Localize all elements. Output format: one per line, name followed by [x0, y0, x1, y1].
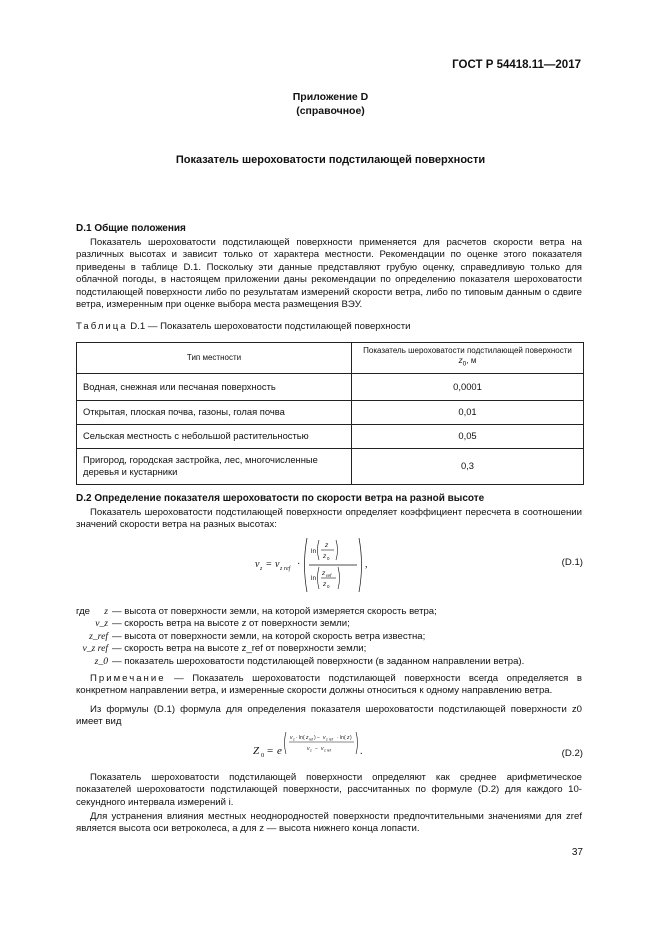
svg-text:0: 0 — [327, 556, 330, 561]
section-heading-d1: D.1 Общие положения — [76, 223, 186, 234]
definition-item — [76, 618, 524, 630]
svg-text:0: 0 — [261, 752, 265, 759]
svg-text:=: = — [267, 745, 274, 757]
svg-text:z: z — [310, 748, 312, 753]
svg-text:z ref: z ref — [324, 748, 331, 753]
definition-item — [76, 606, 524, 618]
definition-text: — скорость ветра на высоте z от поверхности земли; — [112, 618, 350, 630]
table-caption — [76, 321, 410, 333]
svg-text:z: z — [323, 581, 327, 588]
annex-title: Приложение D — [292, 91, 369, 103]
svg-text:v: v — [321, 746, 324, 752]
table-caption-word: Таблица — [76, 321, 128, 332]
table-header-roughness-text: Показатель шероховатости подстилающей поверхности — [363, 346, 572, 355]
svg-text:· ln(: · ln( — [337, 735, 346, 741]
note-paragraph — [76, 673, 582, 698]
svg-text:z: z — [306, 735, 309, 741]
definition-symbol: v_z — [95, 618, 108, 630]
svg-text:,: , — [365, 559, 368, 570]
formula-d1 — [255, 534, 375, 596]
svg-text:z: z — [322, 570, 326, 577]
definition-item — [76, 631, 524, 643]
definition-text: — высота от поверхности земли, на которой скорость ветра известна; — [112, 630, 426, 642]
document-title: Показатель шероховатости подстилающей поверхности — [175, 154, 486, 166]
svg-text:e: e — [277, 745, 282, 757]
page-number: 37 — [571, 847, 583, 858]
svg-text:z ref: z ref — [280, 566, 291, 572]
annex-heading — [0, 91, 661, 118]
definition-text: — высота от поверхности земли, на которой измеряется скорость ветра; — [112, 606, 437, 617]
equation-label-d2: (D.2) — [561, 748, 583, 759]
svg-text:0: 0 — [327, 584, 330, 589]
definition-prefix: где — [76, 606, 91, 617]
recommendation-paragraph: Для устранения влияния местных неоднородностей поверхности предпочтительными значениями для zref является высота оси ветроколеса, а для z — высота нижнего конца лопасти. — [76, 811, 582, 835]
svg-text:· ln(: · ln( — [296, 735, 305, 741]
equation-label-d1: (D.1) — [561, 557, 583, 568]
average-paragraph: Показатель шероховатости подстилающей поверхности определяют как среднее арифметическое показателей шероховатости подстилающей поверхности, рассчитанных по формуле (D.2) для каждого 10-секундного интервала измерений i. — [76, 772, 582, 808]
table-header-terrain: Тип местности — [77, 343, 352, 374]
svg-text:) −: ) − — [314, 735, 320, 741]
table-row — [77, 400, 584, 424]
svg-text:z ref: z ref — [326, 737, 333, 742]
definition-item — [76, 643, 524, 655]
section-heading-d2: D.2 Определение показателя шероховатости по скорости ветра на разной высоте — [76, 493, 485, 504]
definition-symbol: z_0 — [94, 655, 108, 667]
svg-text:·: · — [297, 559, 301, 570]
table-row — [77, 424, 584, 448]
svg-text:): ) — [350, 735, 352, 741]
formula-d2 — [253, 728, 388, 762]
svg-text:z: z — [260, 566, 263, 572]
table-cell-terrain: Водная, снежная или песчаная поверхность — [77, 373, 352, 400]
svg-text:v: v — [307, 746, 310, 752]
standard-number: ГОСТ Р 54418.11—2017 — [452, 59, 581, 71]
svg-text:=: = — [266, 559, 272, 570]
table-cell-value: 0,01 — [352, 400, 584, 424]
svg-text:Z: Z — [253, 745, 260, 757]
definition-symbol: z_ref — [89, 630, 108, 642]
note-word: Примечание — [90, 673, 166, 684]
table-header-symbol: z — [458, 356, 463, 366]
table-cell-value: 0,0001 — [352, 373, 584, 400]
definition-text: — показатель шероховатости подстилающей поверхности (в заданном направлении ветра). — [112, 655, 525, 667]
formula-intro-paragraph: Из формулы (D.1) формула для определения показателя шероховатости подстилающей поверхности z0 имеет вид — [76, 704, 582, 728]
section-d1-paragraph: Показатель шероховатости подстилающей поверхности применяется для расчетов скорости ветра на различных высотах и зависит только от характера местности. Рекомендации по оценке этого показателя приведены в таблице D.1. Поскольку эти данные представляют грубую оценку, справедливую только для облачной погоды, в настоящем приложении даны рекомендации по определению показателя шероховатости подстилающей поверхности либо по результатам измерений скорости ветра, либо по типовым данным о сдвиге ветра, измеренным при оценке выбора места размещения ВЭУ. — [76, 237, 582, 311]
table-cell-terrain: Пригород, городская застройка, лес, многочисленные деревья и кустарники — [77, 448, 352, 484]
table-header-symbol-sub: 0 — [462, 360, 467, 368]
svg-text:v: v — [255, 559, 260, 570]
svg-text:v: v — [275, 559, 280, 570]
roughness-table — [76, 342, 584, 485]
table-row — [77, 448, 584, 484]
svg-text:z: z — [323, 553, 327, 560]
svg-text:ref: ref — [326, 573, 332, 578]
table-cell-value: 0,3 — [352, 448, 584, 484]
svg-text:−: − — [315, 746, 318, 752]
definition-symbol: z — [104, 606, 108, 617]
svg-text:v: v — [290, 735, 293, 741]
definition-item — [76, 656, 524, 668]
svg-text:z: z — [347, 735, 350, 741]
section-d2-paragraph: Показатель шероховатости подстилающей поверхности определяет коэффициент пересчета в соотношении значений скорости ветра на разных высотах: — [76, 507, 582, 531]
svg-text:ln: ln — [311, 548, 317, 555]
table-row — [77, 373, 584, 400]
svg-text:ref: ref — [309, 737, 314, 742]
table-caption-text: D.1 — Показатель шероховатости подстилающей поверхности — [130, 321, 411, 332]
table-header-roughness — [352, 343, 584, 374]
definition-symbol: v_z ref — [82, 643, 108, 655]
table-header-unit: , м — [466, 356, 477, 366]
svg-text:z: z — [325, 542, 329, 549]
svg-text:v: v — [323, 735, 326, 741]
table-cell-value: 0,05 — [352, 424, 584, 448]
table-cell-terrain: Открытая, плоская почва, газоны, голая почва — [77, 400, 352, 424]
table-cell-terrain: Сельская местность с небольшой растительностью — [77, 424, 352, 448]
definitions-list — [76, 606, 524, 668]
definition-text: — скорость ветра на высоте z_ref от поверхности земли; — [112, 643, 367, 655]
table-header-row — [77, 343, 584, 374]
svg-text:.: . — [360, 746, 363, 757]
svg-text:z: z — [293, 737, 295, 742]
svg-text:ln: ln — [311, 575, 317, 582]
note-text: — Показатель шероховатости подстилающей поверхности всегда определяется в конкретном направлении ветра, и измеренные скорости должны относиться к одному направлению ветра. — [76, 673, 582, 697]
annex-subtitle: (справочное) — [296, 104, 365, 117]
